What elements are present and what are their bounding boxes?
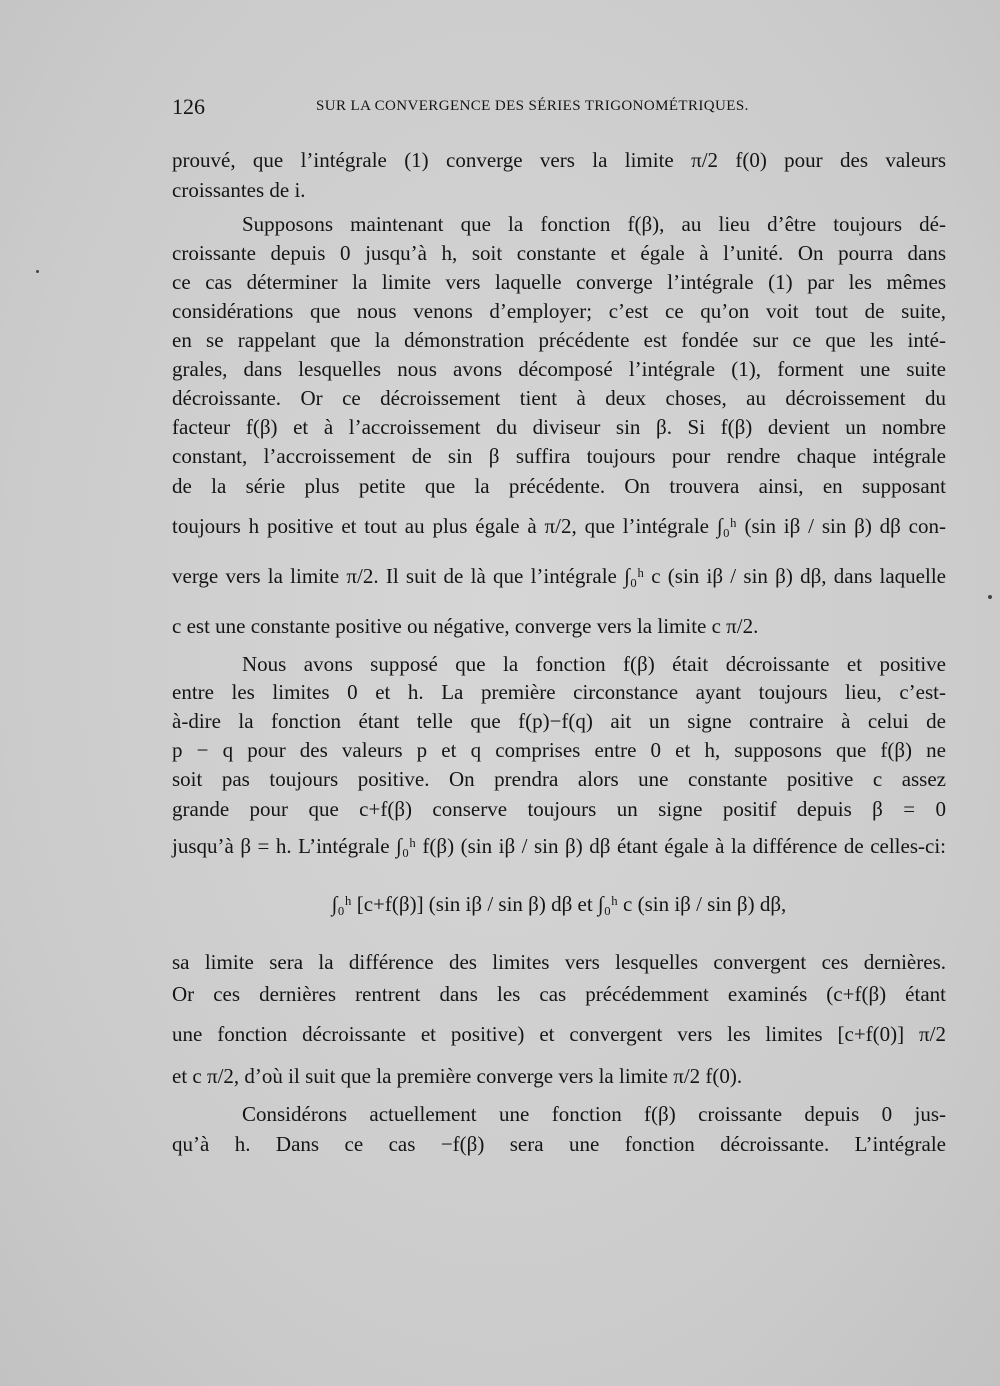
display-equation: ∫₀ʰ [c+f(β)] (sin iβ / sin β) dβ et ∫₀ʰ c (sin iβ / sin β) dβ,: [331, 892, 787, 916]
text-line: croissantes de i.: [172, 178, 306, 202]
text-line: facteur f(β) et à l’accroissement du diviseur sin β. Si f(β) devient un nombre: [172, 415, 946, 439]
text-line: prouvé, que l’intégrale (1) converge vers la limite π/2 f(0) pour des valeurs: [172, 148, 946, 172]
text-line: de la série plus petite que la précédente. On trouvera ainsi, en supposant: [172, 474, 946, 498]
text-line: grales, dans lesquelles nous avons décomposé l’intégrale (1), forment une suite: [172, 357, 946, 381]
scan-speck: [988, 595, 992, 599]
page-header: [172, 94, 952, 124]
text-line: Or ces dernières rentrent dans les cas précédemment examinés (c+f(β) étant: [172, 982, 946, 1006]
text-line: grande pour que c+f(β) conserve toujours un signe positif depuis β = 0: [172, 797, 946, 821]
text-line: Nous avons supposé que la fonction f(β) était décroissante et positive: [242, 652, 946, 676]
text-line: ce cas déterminer la limite vers laquelle converge l’intégrale (1) par les mêmes: [172, 270, 946, 294]
text-line: à-dire la fonction étant telle que f(p)−f(q) ait un signe contraire à celui de: [172, 709, 946, 733]
text-line: toujours h positive et tout au plus égale à π/2, que l’intégrale ∫₀ʰ (sin iβ / sin β) dβ con-: [172, 514, 946, 538]
running-title: SUR LA CONVERGENCE DES SÉRIES TRIGONOMÉTRIQUES.: [316, 98, 749, 114]
text-line: qu’à h. Dans ce cas −f(β) sera une fonction décroissante. L’intégrale: [172, 1132, 946, 1156]
scan-speck: [36, 270, 39, 273]
text-line: considérations que nous venons d’employer; c’est ce qu’on voit tout de suite,: [172, 299, 946, 323]
text-line: verge vers la limite π/2. Il suit de là que l’intégrale ∫₀ʰ c (sin iβ / sin β) dβ, dans laquelle: [172, 564, 946, 588]
text-line: décroissante. Or ce décroissement tient à deux choses, au décroissement du: [172, 386, 946, 410]
page-number: 126: [172, 94, 205, 119]
text-line: p − q pour des valeurs p et q comprises entre 0 et h, supposons que f(β) ne: [172, 738, 946, 762]
text-line: entre les limites 0 et h. La première circonstance ayant toujours lieu, c’est-: [172, 680, 946, 704]
text-line: Considérons actuellement une fonction f(β) croissante depuis 0 jus-: [242, 1102, 946, 1126]
text-line: et c π/2, d’où il suit que la première converge vers la limite π/2 f(0).: [172, 1064, 743, 1088]
text-line: constant, l’accroissement de sin β suffira toujours pour rendre chaque intégrale: [172, 444, 946, 468]
text-line: c est une constante positive ou négative, converge vers la limite c π/2.: [172, 614, 759, 638]
text-line: jusqu’à β = h. L’intégrale ∫₀ʰ f(β) (sin iβ / sin β) dβ étant égale à la différence de celles-ci:: [172, 834, 946, 858]
text-line: soit pas toujours positive. On prendra alors une constante positive c assez: [172, 767, 946, 791]
text-line: croissante depuis 0 jusqu’à h, soit constante et égale à l’unité. On pourra dans: [172, 241, 946, 265]
text-line: en se rappelant que la démonstration précédente est fondée sur ce que les inté-: [172, 328, 946, 352]
text-line: sa limite sera la différence des limites vers lesquelles convergent ces dernières.: [172, 950, 946, 974]
text-line: Supposons maintenant que la fonction f(β), au lieu d’être toujours dé-: [242, 212, 946, 236]
text-line: une fonction décroissante et positive) et convergent vers les limites [c+f(0)] π/2: [172, 1022, 946, 1046]
